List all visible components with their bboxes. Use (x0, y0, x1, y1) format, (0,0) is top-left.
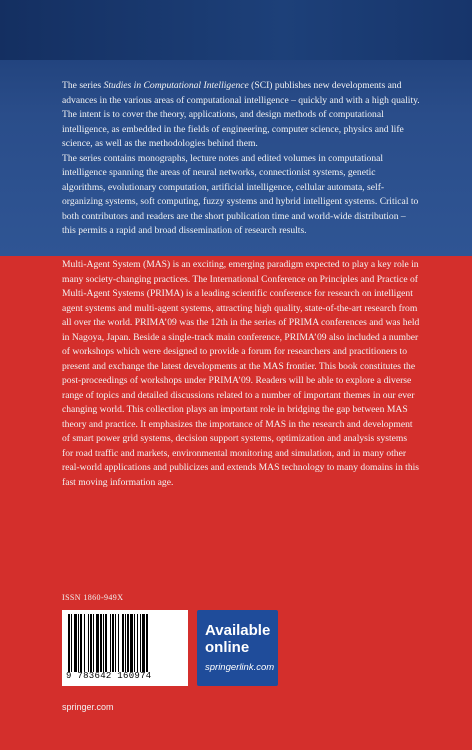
series-intro-rest: (SCI) publishes new developments and advances in the various areas of computational intelligence – quickly and with a high quality. The intent is to cover the theory, applications, and design methods of computational intelligence, as embedded in the fields of engineering, computer science, physics and life science, as well as the methodologies behind them. (62, 80, 420, 149)
barcode-panel (62, 610, 188, 686)
book-description: Multi-Agent System (MAS) is an exciting, emerging paradigm expected to play a key role in many society-changing practices. The International Conference on Principles and Practice of Multi-Agent Systems (PRIMA) is a leading scientific conference for research on intelligent agent systems and multi-agent systems, attracting high quality, state-of-the-art research from all over the world. PRIMA’09 was the 12th in the series of PRIMA conferences and was held in Nagoya, Japan. Beside a single-track main conference, PRIMA’09 also included a number of workshops which were designed to provide a forum for researchers and practitioners to present and exchange the latest developments at the MAS frontier. This book constitutes the post-proceedings of workshops under PRIMA’09. Readers will be able to explore a diverse range of topics and detailed discussions related to a number of important themes in our ever changing world. This collection plays an important role in bridging the gap between MAS theory and practice. It emphasizes the importance of MAS in the research and development of smart power grid systems, decision support systems, optimization and analysis systems for road traffic and markets, environmental monitoring and simulation, and in many other real-world applications and publicizes and extends MAS technology to many domains in this fast moving information age. (62, 259, 420, 488)
publisher-link[interactable]: springer.com (62, 702, 114, 712)
issn-label: ISSN 1860-949X (62, 593, 124, 602)
badge-line2: online (205, 639, 250, 656)
available-online-badge[interactable] (197, 610, 278, 686)
badge-title (205, 622, 270, 656)
barcode-number: 9 783642 160974 (66, 671, 152, 681)
series-name: Studies in Computational Intelligence (103, 80, 249, 91)
series-description (62, 79, 420, 239)
springerlink-link[interactable]: springerlink.com (205, 662, 275, 673)
series-intro-text: The series (62, 80, 104, 91)
barcode-graphic (68, 614, 182, 672)
top-dark-band (0, 0, 472, 60)
badge-line1: Available (205, 622, 271, 639)
series-scope-text: The series contains monographs, lecture notes and edited volumes in computational intelligence spanning the areas of neural networks, connectionist systems, genetic algorithms, evolutionary computation, artificial intelligence, cellular automata, self-organizing systems, soft computing, fuzzy systems and hybrid intelligent systems. Critical to both contributors and readers are the short publication time and world-wide distribution – this permits a rapid and broad dissemination of research results. (62, 152, 419, 236)
